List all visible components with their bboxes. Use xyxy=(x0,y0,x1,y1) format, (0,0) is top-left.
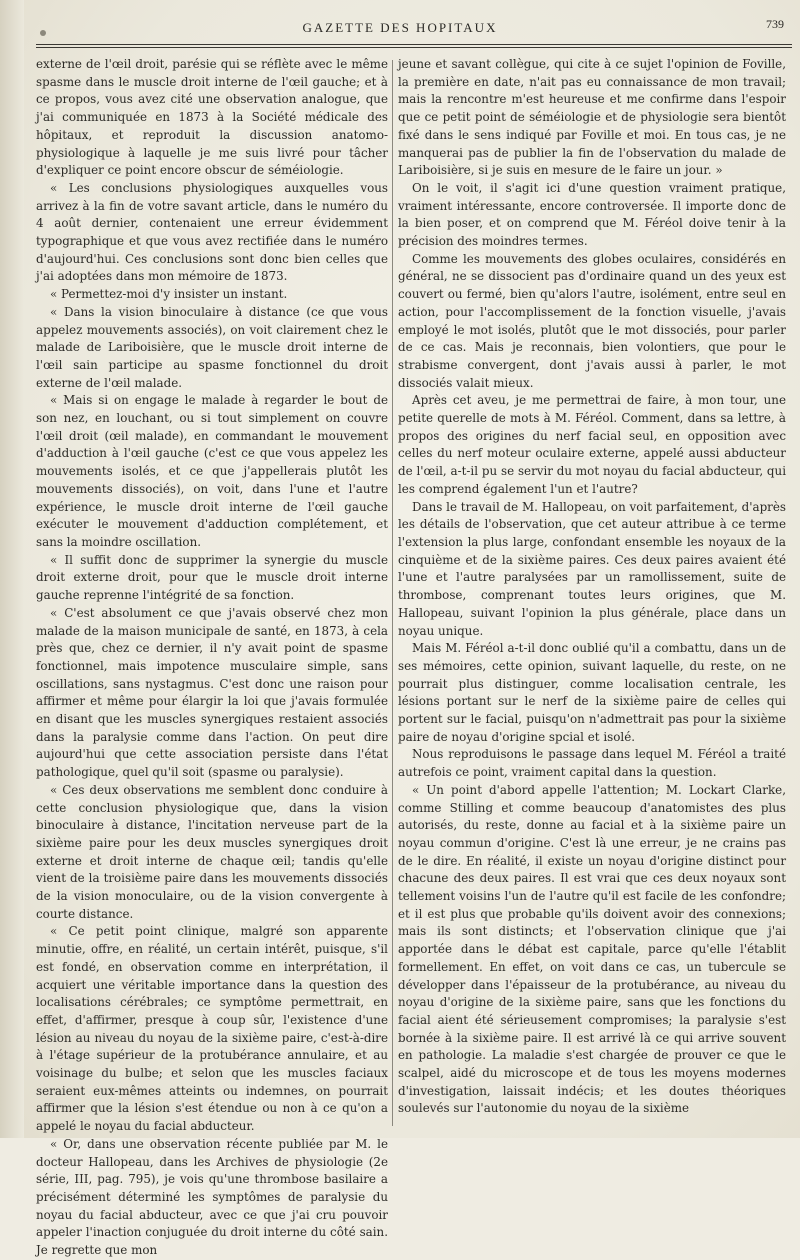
paragraph: Nous reproduisons le passage dans lequel M. Féréol a traité autrefois ce point, vraiment capital dans la question. xyxy=(398,747,786,780)
paragraph: « Or, dans une observation récente publiée par M. le docteur Hallopeau, dans les Archives de physiologie (2e série, III, pag. 795), je vois qu'une thrombose basilaire a précisément déterminé les symptômes de paralysie du noyau du facial abducteur, avec ce que j'ai cru pouvoir appeler l'inaction conjuguée du droit interne du côté sain. Je regrette que mon xyxy=(36,1136,388,1258)
paragraph: « Permettez-moi d'y insister un instant. xyxy=(50,287,288,302)
paragraph: « Ce petit point clinique, malgré son apparente minutie, offre, en réalité, un certain intérêt, puisque, s'il est fondé, en observation comme en interprétation, il acquiert une véritable importance dans la question des localisations cérébrales; ce symptôme permettrait, en effet, d'affirmer, presque à coup sûr, l'existence d'une lésion au niveau du noyau de la sixième paire, c'est-à-dire à l'étage supérieur de la protubérance annulaire, et au voisinage du bulbe; et selon que les muscles faciaux seraient eux-mêmes atteints ou indemnes, on pourrait affirmer que la lésion s'est étendue ou non à ce qu'on a appelé le noyau du facial abducteur. xyxy=(36,924,388,1134)
paragraph: « Dans la vision binoculaire à distance (ce que vous appelez mouvements associés), on voit clairement chez le malade de Lariboisière, que le muscle droit interne de l'œil sain participe au spasme fonctionnel du droit externe de l'œil malade. xyxy=(36,304,388,390)
paragraph: Dans le travail de M. Hallopeau, on voit parfaitement, d'après les détails de l'observation, que cet auteur attribue à ce terme l'extension la plus large, confondant ensemble les noyaux de la cinquième et de la sixième paires. Ces deux paires avaient été l'une et l'autre paralysées par un ramollissement, suite de thrombose, comprenant toutes leurs origines, que M. Hallopeau, suivant l'opinion la plus générale, place dans un noyau unique. xyxy=(398,499,786,638)
paragraph: « Les conclusions physiologiques auxquelles vous arrivez à la fin de votre savant article, dans le numéro du 4 août dernier, contenaient une erreur évidemment typographique et que vous avez rectifiée dans le numéro d'aujourd'hui. Ces conclusions sont donc bien celles que j'ai adoptées dans mon mémoire de 1873. xyxy=(36,180,388,284)
paragraph: Mais M. Féréol a-t-il donc oublié qu'il a combattu, dans un de ses mémoires, cette opinion, suivant laquelle, du reste, on ne pourrait plus distinguer, comme localisation centrale, les lésions portant sur le nerf de la sixième paire de celles qui portent sur le facial, puisqu'on n'admettrait pas pour la sixième paire de noyau d'origine spcial et isolé. xyxy=(398,641,786,744)
paragraph: « Ces deux observations me semblent donc conduire à cette conclusion physiologique que, dans la vision binoculaire à distance, l'incitation nerveuse part de la sixième paire pour les deux muscles synergiques droit externe et droit interne de chaque œil; tandis qu'elle vient de la troisième paire dans les mouvements dissociés de la vision monoculaire, ou de la vision convergente à courte distance. xyxy=(36,782,388,921)
page-binding-edge xyxy=(0,0,24,1138)
paragraph: « Un point d'abord appelle l'attention; M. Lockart Clarke, comme Stilling et comme beaucoup d'anatomistes des plus autorisés, du reste, donne au facial et à la sixième paire un noyau commun d'origine. C'est là une erreur, je ne crains pas de le dire. En réalité, il existe un noyau d'origine distinct pour chacune des deux paires. Il est vrai que ces deux noyaux sont tellement voisins l'un de l'autre qu'il est facile de les confondre; et il est plus que probable qu'ils doivent avoir des connexions; mais ils sont distincts; et l'observation clinique que j'ai apportée dans le débat est capitale, parce qu'elle l'établit formellement. En effet, on voit dans ce cas, un tubercule se développer dans l'épaisseur de la protubérance, au niveau du noyau d'origine de la sixième paire, sans que les fonctions du facial aient été sérieusement compromises; la paralysie s'est bornée à la sixième paire. Il est arrivé là ce qui arrive souvent en pathologie. La maladie s'est chargée de prouver ce que le scalpel, aidé du microscope et de tous les moyens modernes d'investigation, laissait indécis; et les doutes théoriques soulevés sur l'autonomie du noyau de la sixième xyxy=(398,782,786,1116)
paragraph: Comme les mouvements des globes oculaires, considérés en général, ne se dissocient pas d'ordinaire quand un des yeux est couvert ou fermé, bien qu'alors l'autre, isolément, entre seul en action, pour l'accomplissement de la fonction visuelle, j'avais employé le mot isolés, plutôt que le mot dissociés, pour parler de ce cas. Mais je reconnais, bien volontiers, que pour le strabisme convergent, dont j'avais aussi à parler, le mot dissociés valait mieux. xyxy=(398,251,786,390)
paragraph: « C'est absolument ce que j'avais observé chez mon malade de la maison municipale de santé, en 1873, à cela près que, chez ce dernier, il n'y avait point de spasme fonctionnel, mais impotence musculaire simple, sans oscillations, sans nystagmus. C'est donc une raison pour affirmer et même pour élargir la loi que j'avais formulée en disant que les muscles synergiques restaient associés dans la paralysie comme dans l'action. On peut dire aujourd'hui que cette association persiste dans l'état pathologique, quel qu'il soit (spasme ou paralysie). xyxy=(36,605,388,780)
header-rule xyxy=(36,44,792,48)
journal-title: GAZETTE DES HOPITAUX xyxy=(302,20,498,35)
paragraph: On le voit, il s'agit ici d'une question vraiment pratique, vraiment intéressante, encore controversée. Il importe donc de la bien poser, et on comprend que M. Féréol doive tenir à la précision des moindres termes. xyxy=(398,180,786,249)
paragraph: « Mais si on engage le malade à regarder le bout de son nez, en louchant, ou si tout simplement on couvre l'œil droit (œil malade), en commandant le mouvement d'adduction à l'œil gauche (c'est ce que vous appelez les mouvements isolés, et ce que j'appellerais plutôt les mouvements dissociés), on voit, dans l'une et l'autre expérience, le muscle droit interne de l'œil gauche exécuter le mouvement d'adduction complétement, et sans la moindre oscillation. xyxy=(36,393,388,549)
paragraph: externe de l'œil droit, parésie qui se réflète avec le même spasme dans le muscle droit interne de l'œil gauche; et à ce propos, vous avez cité une observation analogue, que j'ai communiquée en 1873 à la Société médicale des hôpitaux, et reproduit la discussion anatomo-physiologique à laquelle je me suis livré pour tâcher d'expliquer ce point encore obscur de séméiologie. xyxy=(36,57,388,178)
paragraph: Après cet aveu, je me permettrai de faire, à mon tour, une petite querelle de mots à M. Féréol. Comment, dans sa lettre, à propos des origines du nerf facial seul, en opposition avec celles du nerf moteur oculaire externe, appelé aussi abducteur de l'œil, a-t-il pu se servir du mot noyau du facial abducteur, qui les comprend également l'un et l'autre? xyxy=(398,393,786,496)
column-divider xyxy=(392,60,393,1126)
paragraph: jeune et savant collègue, qui cite à ce sujet l'opinion de Foville, la première en date, n'ait pas eu connaissance de mon travail; mais la rencontre m'est heureuse et me confirme dans l'espoir que ce petit point de séméiologie et de physiologie sera bientôt fixé dans le sens indiqué par Foville et moi. En tous cas, je ne manquerai pas de publier la fin de l'observation du malade de Lariboisière, si je suis en mesure de le faire un jour. » xyxy=(398,57,786,178)
right-column xyxy=(398,56,786,1118)
paragraph: « Il suffit donc de supprimer la synergie du muscle droit externe droit, pour que le muscle droit interne gauche reprenne l'intégrité de sa fonction. xyxy=(36,552,388,603)
left-column xyxy=(36,56,388,1260)
page-number: 739 xyxy=(766,17,784,31)
